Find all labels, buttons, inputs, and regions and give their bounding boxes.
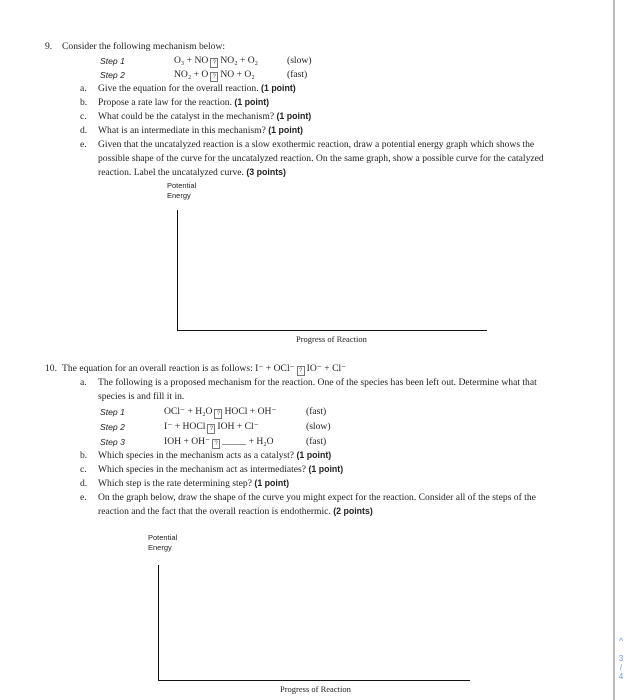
reactants: NO₂ + O (174, 69, 209, 80)
x-axis (177, 330, 487, 331)
points: (1 point) (276, 111, 312, 121)
step-speed: (slow) (306, 421, 331, 432)
item-text (98, 97, 269, 108)
step-label: Step 1 (100, 56, 125, 66)
question: Which species in the mechanism acts as a catalyst? (98, 450, 295, 461)
step-label: Step 2 (100, 422, 125, 432)
item-text (98, 125, 303, 136)
item-text (98, 167, 286, 178)
points: (2 points) (333, 506, 373, 516)
products: NO₂ + O₂ (220, 55, 259, 66)
item-text: On the graph below, draw the shape of the curve you might expect for the reaction. Consider all of the steps of the (98, 492, 536, 503)
item-text (98, 478, 289, 489)
item-text: The following is a proposed mechanism for the reaction. One of the species has been left out. Determine what that (98, 377, 537, 388)
question: reaction. Label the uncatalyzed curve. (98, 167, 244, 178)
item-letter: d. (80, 478, 88, 489)
item-letter: e. (80, 139, 87, 150)
step-equation (174, 55, 258, 68)
step-label: Step 3 (100, 437, 125, 447)
item-letter: c. (80, 111, 87, 122)
step-speed: (fast) (306, 436, 327, 447)
products: NO + O₂ (220, 69, 255, 80)
arrow-icon: ? (212, 439, 220, 449)
item-letter: a. (80, 83, 87, 94)
question: reaction and the fact that the overall reaction is endothermic. (98, 506, 331, 517)
points: (1 point) (234, 97, 270, 107)
products: IO⁻ + Cl⁻ (306, 363, 347, 374)
item-letter: c. (80, 464, 87, 475)
item-text (98, 506, 373, 517)
points: (1 point) (268, 125, 303, 135)
reactants: IOH + OH⁻ (164, 436, 211, 447)
item-text: Given that the uncatalyzed reaction is a slow exothermic reaction, draw a potential energy graph which shows the (98, 139, 535, 150)
arrow-icon: ? (210, 72, 218, 82)
x-axis-label: Progress of Reaction (296, 334, 367, 344)
q9-number: 9. (45, 41, 53, 52)
y-axis-label: Potential Energy (148, 533, 178, 552)
step-equation (164, 436, 274, 449)
x-axis (158, 680, 470, 681)
page-border (613, 0, 615, 700)
q10-number: 10. (45, 363, 57, 374)
page-current: 3 (618, 654, 624, 663)
item-letter: b. (80, 450, 88, 461)
page-up-icon[interactable]: ^ (618, 636, 624, 646)
points: (1 point) (254, 478, 290, 488)
step-equation (174, 69, 255, 82)
q9-intro: Consider the following mechanism below: (62, 41, 226, 52)
arrow-icon: ? (297, 366, 305, 376)
question: What could be the catalyst in the mechanism? (98, 111, 275, 122)
points: (1 point) (308, 464, 344, 474)
item-text (98, 450, 331, 461)
question: Which species in the mechanism act as intermediates? (98, 464, 307, 475)
question: Give the equation for the overall reaction. (98, 83, 259, 94)
reactants: I⁻ + HOCl (164, 421, 206, 432)
item-letter: b. (80, 97, 88, 108)
points: (3 points) (246, 167, 286, 177)
y-axis-label: Potential Energy (167, 181, 197, 200)
item-text (98, 83, 296, 94)
page-separator: / (619, 663, 623, 672)
item-letter: e. (80, 492, 87, 503)
arrow-icon: ? (214, 409, 222, 419)
step-speed: (slow) (287, 55, 312, 66)
item-text: possible shape of the curve for the uncatalyzed reaction. On the same graph, show a possible curve for the catalyzed (98, 153, 544, 164)
step-equation (164, 421, 259, 434)
reactants: O₃ + NO (174, 55, 209, 66)
products: IOH + Cl⁻ (217, 421, 259, 432)
y-axis (158, 565, 159, 681)
step-label: Step 2 (100, 70, 125, 80)
question: Which step is the rate determining step? (98, 478, 252, 489)
q10-intro (62, 363, 346, 376)
item-text (98, 111, 311, 122)
page-total: 4 (618, 672, 624, 681)
arrow-icon: ? (207, 424, 215, 434)
points: (1 point) (261, 83, 296, 93)
step-equation (164, 406, 277, 419)
y-axis (177, 210, 178, 331)
question: What is an intermediate in this mechanism? (98, 125, 266, 136)
item-text: species is and fill it in. (98, 391, 185, 402)
arrow-icon: ? (210, 58, 218, 68)
item-letter: a. (80, 377, 87, 388)
item-letter: d. (80, 125, 88, 136)
products: HOCl + OH⁻ (224, 406, 277, 417)
x-axis-label: Progress of Reaction (280, 684, 351, 694)
step-speed: (fast) (306, 406, 327, 417)
reactants: OCl⁻ + H₂O (164, 406, 213, 417)
step-speed: (fast) (287, 69, 308, 80)
reactants: The equation for an overall reaction is as follows: I⁻ + OCl⁻ (62, 363, 295, 374)
points: (1 point) (296, 450, 332, 460)
step-label: Step 1 (100, 407, 125, 417)
item-text (98, 464, 343, 475)
products[interactable]: _____ + H₂O (222, 436, 274, 447)
question: Propose a rate law for the reaction. (98, 97, 232, 108)
